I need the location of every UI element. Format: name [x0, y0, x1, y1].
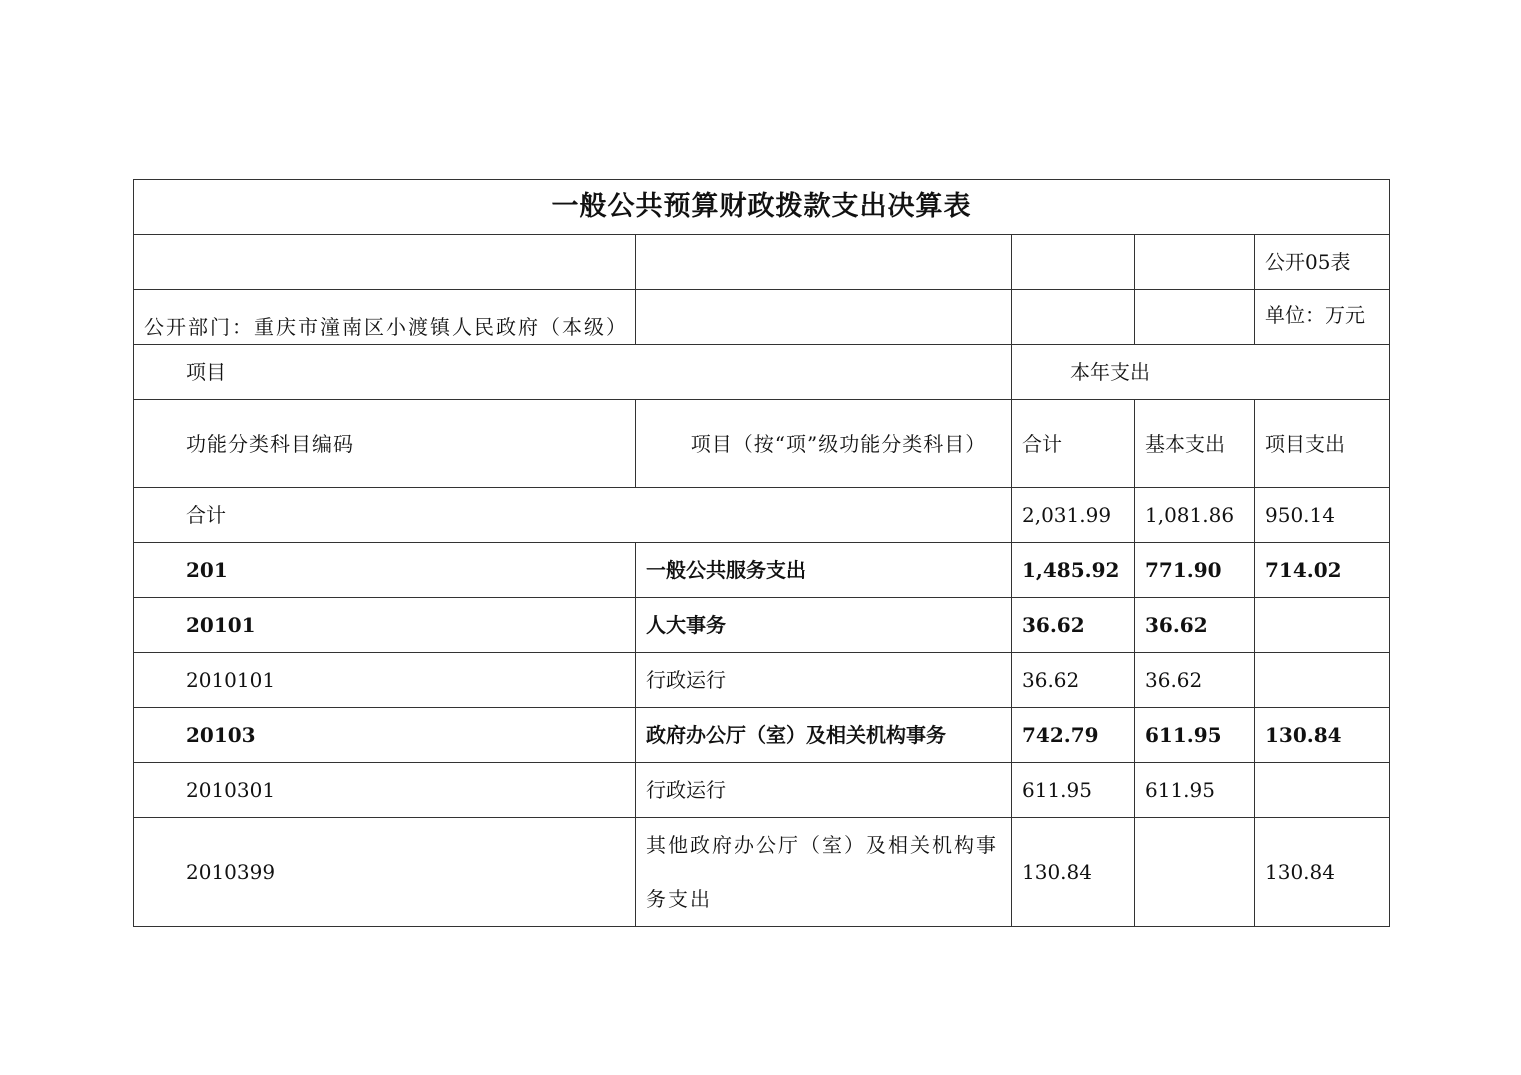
empty-cell	[134, 235, 636, 290]
unit-label: 单位：万元	[1255, 290, 1390, 345]
header-code: 功能分类科目编码	[134, 400, 636, 488]
row-total: 1,485.92	[1012, 543, 1135, 598]
row-code: 2010399	[134, 818, 636, 927]
row-project: 714.02	[1255, 543, 1390, 598]
empty-cell	[636, 290, 1012, 345]
header-row-1	[134, 345, 1390, 400]
table-row	[134, 598, 1390, 653]
row-project: 130.84	[1255, 708, 1390, 763]
total-amount: 2,031.99	[1012, 488, 1135, 543]
department-row	[134, 290, 1390, 345]
row-name: 其他政府办公厅（室）及相关机构事务支出	[636, 818, 1012, 927]
row-code: 20101	[134, 598, 636, 653]
header-current-year-expense: 本年支出	[1012, 345, 1390, 400]
total-basic: 1,081.86	[1135, 488, 1255, 543]
table-row	[134, 653, 1390, 708]
table-row	[134, 818, 1390, 927]
row-code: 2010101	[134, 653, 636, 708]
row-total: 742.79	[1012, 708, 1135, 763]
row-basic: 611.95	[1135, 708, 1255, 763]
row-total: 130.84	[1012, 818, 1135, 927]
empty-cell	[1135, 235, 1255, 290]
row-project	[1255, 598, 1390, 653]
row-name: 行政运行	[636, 653, 1012, 708]
row-total: 36.62	[1012, 598, 1135, 653]
title-row	[134, 180, 1390, 235]
form-number-row	[134, 235, 1390, 290]
header-project: 项目	[134, 345, 1012, 400]
header-total: 合计	[1012, 400, 1135, 488]
row-code: 2010301	[134, 763, 636, 818]
header-row-2	[134, 400, 1390, 488]
row-total: 36.62	[1012, 653, 1135, 708]
row-code: 20103	[134, 708, 636, 763]
header-basic: 基本支出	[1135, 400, 1255, 488]
page-title: 一般公共预算财政拨款支出决算表	[134, 180, 1390, 235]
empty-cell	[1012, 235, 1135, 290]
row-code: 201	[134, 543, 636, 598]
row-name: 行政运行	[636, 763, 1012, 818]
table-row	[134, 708, 1390, 763]
header-item-name: 项目（按“项”级功能分类科目）	[636, 400, 1012, 488]
row-basic: 771.90	[1135, 543, 1255, 598]
row-project	[1255, 653, 1390, 708]
row-basic: 36.62	[1135, 598, 1255, 653]
empty-cell	[636, 235, 1012, 290]
row-total: 611.95	[1012, 763, 1135, 818]
row-name: 政府办公厅（室）及相关机构事务	[636, 708, 1012, 763]
total-label: 合计	[134, 488, 1012, 543]
row-basic: 36.62	[1135, 653, 1255, 708]
table-row	[134, 543, 1390, 598]
total-project: 950.14	[1255, 488, 1390, 543]
row-basic	[1135, 818, 1255, 927]
table-row	[134, 763, 1390, 818]
row-project	[1255, 763, 1390, 818]
row-name: 人大事务	[636, 598, 1012, 653]
form-number: 公开05表	[1255, 235, 1390, 290]
row-name: 一般公共服务支出	[636, 543, 1012, 598]
budget-expense-table	[133, 179, 1390, 927]
row-project: 130.84	[1255, 818, 1390, 927]
header-project-expense: 项目支出	[1255, 400, 1390, 488]
row-basic: 611.95	[1135, 763, 1255, 818]
total-row	[134, 488, 1390, 543]
department-label: 公开部门：重庆市潼南区小渡镇人民政府（本级）	[134, 290, 636, 345]
empty-cell	[1012, 290, 1135, 345]
empty-cell	[1135, 290, 1255, 345]
